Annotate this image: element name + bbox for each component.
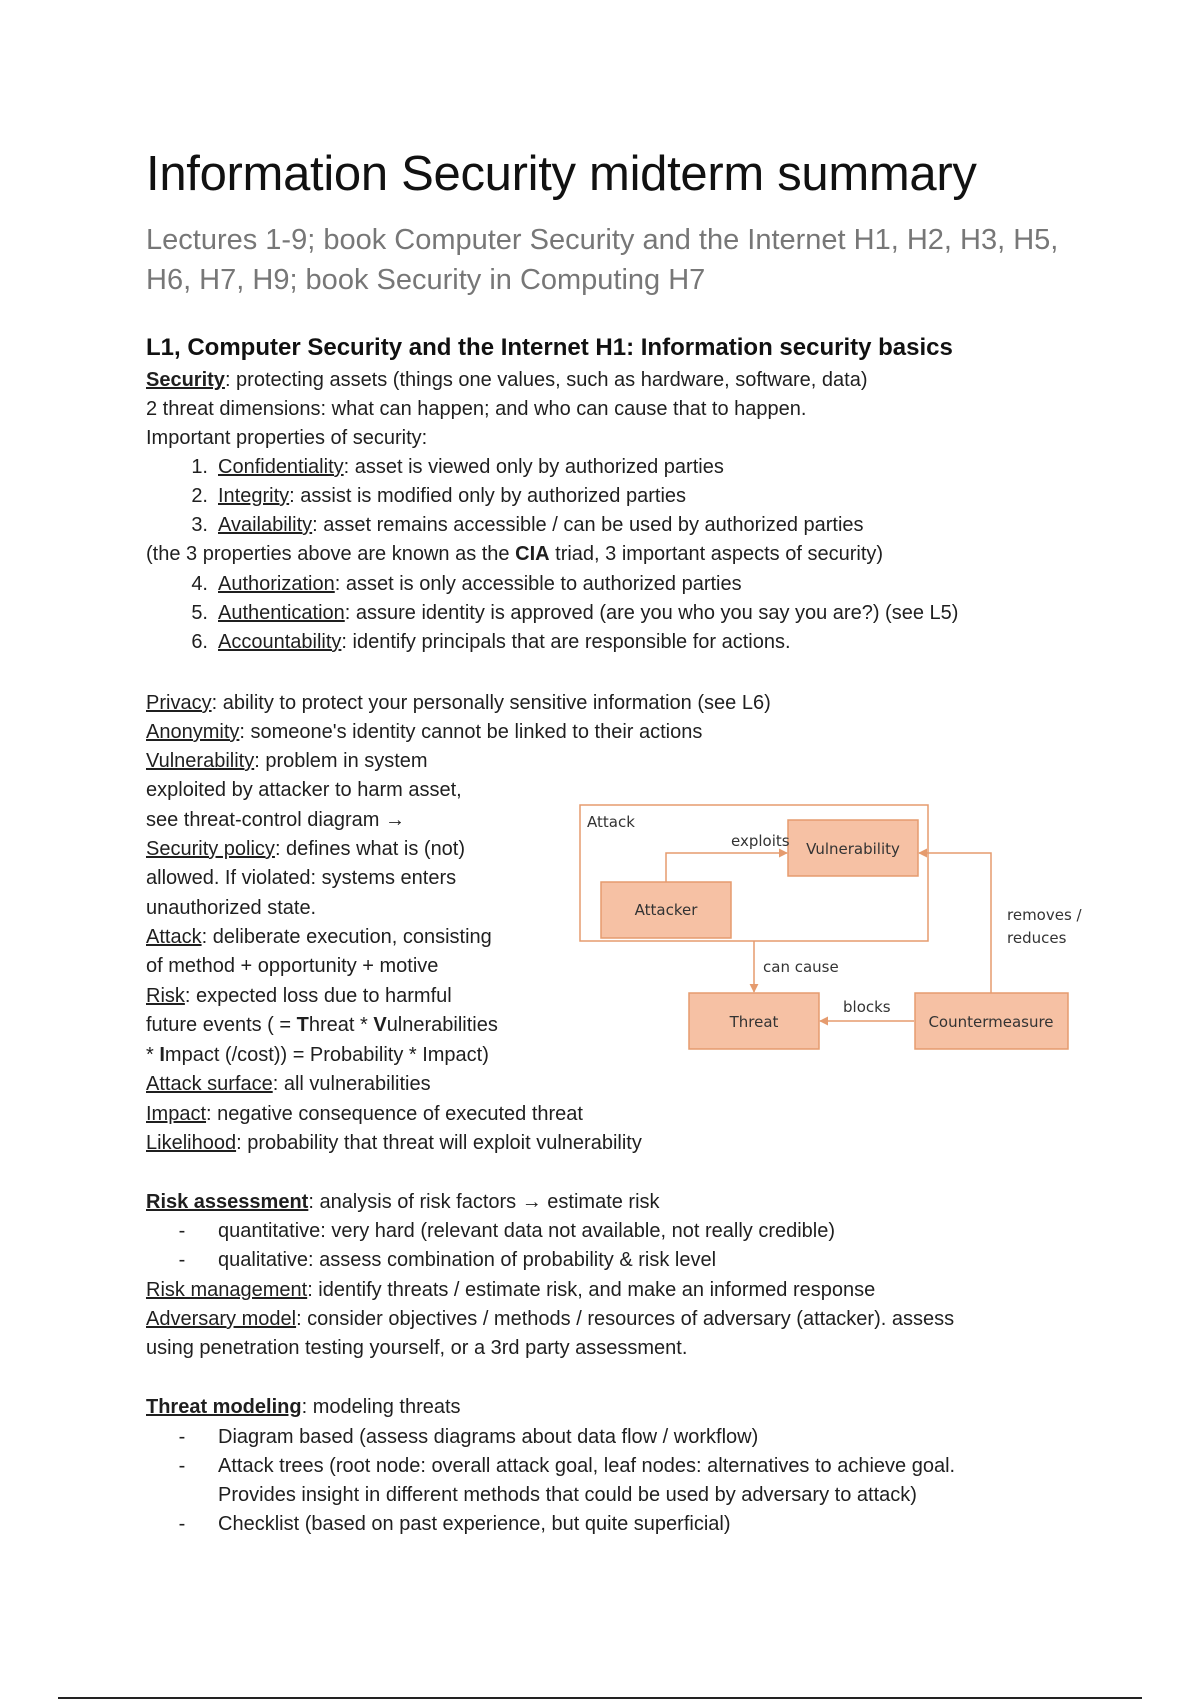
footer-divider [58, 1697, 1142, 1699]
attack-line-2: of method + opportunity + motive [146, 955, 439, 977]
exploits-label: exploits [731, 832, 790, 850]
vulnerability-box-label: Vulnerability [806, 840, 900, 858]
exploits-arrow [666, 853, 787, 882]
term-security: Security [146, 369, 225, 391]
page-subtitle: Lectures 1-9; book Computer Security and the Internet H1, H2, H3, H5, H6, H7, H9; book Security in Computing H7 [146, 224, 1059, 296]
page-title: Information Security midterm summary [146, 147, 977, 201]
attacker-box-label: Attacker [634, 901, 698, 919]
policy-line-2: allowed. If violated: systems enters [146, 867, 457, 889]
risk-line-3: * Impact (/cost)) = Probability * Impact) [146, 1044, 489, 1066]
property-item: 5. Authentication: assure identity is approved (are you who you say you are?) (see L5) [191, 602, 959, 624]
policy-line: Security policy: defines what is (not) [146, 838, 466, 860]
properties-intro: Important properties of security: [146, 427, 428, 449]
adversary-line-2: using penetration testing yourself, or a 3rd party assessment. [146, 1337, 688, 1359]
impact-line: Impact: negative consequence of executed threat [146, 1103, 583, 1125]
blocks-label: blocks [843, 998, 891, 1016]
vulnerability-line-2: exploited by attacker to harm asset, [146, 779, 462, 801]
vulnerability-line-3: see threat-control diagram → [146, 809, 406, 831]
adversary-line: Adversary model: consider objectives / methods / resources of adversary (attacker). assess [146, 1308, 955, 1330]
risk-line: Risk: expected loss due to harmful [146, 985, 452, 1007]
risk-line-2: future events ( = Threat * Vulnerabilities [146, 1014, 498, 1036]
list-item: - Diagram based (assess diagrams about data flow / workflow) [178, 1426, 759, 1448]
section-heading-l1: L1, Computer Security and the Internet H1: Information security basics [146, 334, 953, 361]
privacy-line: Privacy: ability to protect your personally sensitive information (see L6) [146, 692, 771, 714]
threat-modeling-line: Threat modeling: modeling threats [146, 1396, 461, 1418]
policy-line-3: unauthorized state. [146, 897, 317, 919]
attack-frame-label: Attack [587, 813, 635, 831]
reduces-label: reduces [1007, 929, 1067, 947]
property-item: 6. Accountability: identify principals that are responsible for actions. [191, 631, 791, 653]
threat-box-label: Threat [729, 1013, 779, 1031]
threat-dimensions-line: 2 threat dimensions: what can happen; and who can cause that to happen. [146, 398, 807, 420]
threat-control-diagram [575, 800, 1095, 1060]
property-item: 3. Availability: asset remains accessible / can be used by authorized parties [191, 514, 864, 536]
risk-assessment-line: Risk assessment: analysis of risk factors → estimate risk [146, 1191, 660, 1213]
property-item: 4. Authorization: asset is only accessible to authorized parties [191, 573, 742, 595]
attack-line: Attack: deliberate execution, consisting [146, 926, 492, 948]
list-item: - qualitative: assess combination of probability & risk level [178, 1249, 717, 1271]
list-item: - quantitative: very hard (relevant data not available, not really credible) [178, 1220, 836, 1242]
list-item-continued: Provides insight in different methods that could be used by adversary to attack) [218, 1484, 917, 1506]
list-item: - Attack trees (root node: overall attack goal, leaf nodes: alternatives to achieve goal. [178, 1455, 956, 1477]
vulnerability-line: Vulnerability: problem in system [146, 750, 428, 772]
likelihood-line: Likelihood: probability that threat will exploit vulnerability [146, 1132, 642, 1154]
countermeasure-box-label: Countermeasure [928, 1013, 1054, 1031]
property-item: 2. Integrity: assist is modified only by authorized parties [191, 485, 687, 507]
anonymity-line: Anonymity: someone's identity cannot be linked to their actions [146, 721, 703, 743]
security-line: Security: protecting assets (things one values, such as hardware, software, data) [146, 369, 868, 391]
can-cause-label: can cause [763, 958, 839, 976]
removes-arrow [919, 853, 991, 993]
risk-management-line: Risk management: identify threats / estimate risk, and make an informed response [146, 1279, 876, 1301]
attack-surface-line: Attack surface: all vulnerabilities [146, 1073, 431, 1095]
list-item: - Checklist (based on past experience, but quite superficial) [178, 1513, 731, 1535]
removes-label: removes / [1007, 906, 1082, 924]
cia-note: (the 3 properties above are known as the CIA triad, 3 important aspects of security) [146, 543, 884, 565]
property-item: 1. Confidentiality: asset is viewed only by authorized parties [191, 456, 724, 478]
